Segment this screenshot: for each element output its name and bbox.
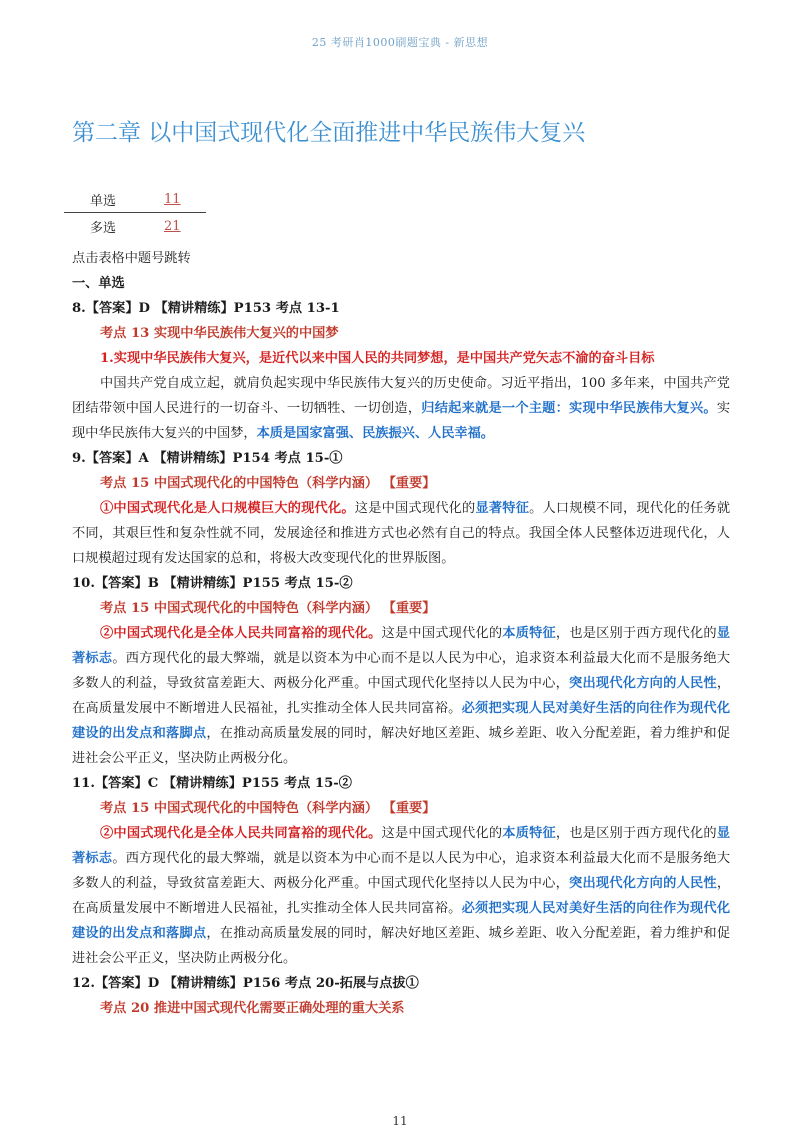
question-index-table [64,186,206,239]
text: 。西方现代化的最大弊端，就是以资本为中心而不是以人民为中心，追求资本利益最大化而不是服务绝大多数人的利益，导致贫富差距大、两极分化严重。中国式现代化坚持以人民为中心， [72,651,731,691]
toc-row-multi [64,213,206,239]
text: ，在高质量发展中不断增进人民福祉，扎实推动全体人民共同富裕。 [72,876,731,916]
topic-heading: 考点 20 推进中国式现代化需要正确处理的重大关系 [100,1001,405,1016]
answer-header-q9: 9.【答案】A 【精讲精练】P154 考点 15-① [72,451,343,466]
toc-label: 多选 [90,220,117,236]
toc-link-multi[interactable]: 21 [164,218,181,234]
text: ，也是区别于西方现代化的 [555,626,717,641]
answer-header-q11: 11.【答案】C 【精讲精练】P155 考点 15-② [72,776,352,791]
toc-label: 单选 [90,193,117,209]
topic-heading: 考点 15 中国式现代化的中国特色（科学内涵） 【重要】 [100,601,436,616]
highlight-blue: 本质是国家富强、民族振兴、人民幸福。 [256,426,494,441]
page-header: 25 考研肖1000刷题宝典 - 新思想 [311,36,489,49]
chapter-title: 第二章 以中国式现代化全面推进中华民族伟大复兴 [72,120,586,146]
answer-header-q10: 10.【答案】B 【精讲精练】P155 考点 15-② [72,576,353,591]
toc-hint: 点击表格中题号跳转 [72,251,191,266]
topic-heading: 考点 15 中国式现代化的中国特色（科学内涵） 【重要】 [100,801,436,816]
highlight-blue: 必须把实现人民对美好生活的向往作为现代化建设的出发点和落脚点 [72,901,731,941]
highlight-blue: 本质特征 [502,826,556,841]
text: ，在高质量发展中不断增进人民福祉，扎实推动全体人民共同富裕。 [72,676,731,716]
key-point [72,346,730,371]
explanation-paragraph [72,496,730,571]
text: 这是中国式现代化的 [381,626,503,641]
section-heading: 一、单选 [72,276,125,291]
explanation-paragraph [72,821,730,971]
highlight-blue: 归结起来就是一个主题：实现中华民族伟大复兴。 [421,401,717,416]
text: 。西方现代化的最大弊端，就是以资本为中心而不是以人民为中心，追求资本利益最大化而不是服务绝大多数人的利益，导致贫富差距大、两极分化严重。中国式现代化坚持以人民为中心， [72,851,731,891]
highlight-blue: 必须把实现人民对美好生活的向往作为现代化建设的出发点和落脚点 [72,701,731,741]
text: 。人口规模不同，现代化的任务就不同，其艰巨性和复杂性就不同，发展途径和推进方式也必然有自己的特点。我国全体人民整体迈进现代化，人口规模超过现有发达国家的总和，将极大改变现代化的世界版图。 [72,501,731,566]
explanation-paragraph [72,371,730,446]
text: 这是中国式现代化的 [381,826,503,841]
text: ，在推动高质量发展的同时，解决好地区差距、城乡差距、收入分配差距，着力维护和促进社会公平正义，坚决防止两极分化。 [72,926,731,966]
highlight-blue: 本质特征 [502,626,556,641]
highlight-blue: 显著标志 [72,626,731,666]
text: 这是中国式现代化的 [354,501,476,516]
answer-header-q12: 12.【答案】D 【精讲精练】P156 考点 20-拓展与点拔① [72,976,419,991]
explanation-paragraph [72,621,730,771]
highlight-blue: 显著标志 [72,826,731,866]
text: 中国共产党自成立起，就肩负起实现中华民族伟大复兴的历史使命。习近平指出，100 多年来，中国共产党团结带领中国人民进行的一切奋斗、一切牺牲、一切创造， [72,376,730,416]
answer-header-q8: 8.【答案】D 【精讲精练】P153 考点 13-1 [72,301,340,316]
toc-row-single [64,186,206,213]
topic-heading: 考点 13 实现中华民族伟大复兴的中国梦 [100,326,339,341]
text: ，也是区别于西方现代化的 [555,826,717,841]
topic-heading: 考点 15 中国式现代化的中国特色（科学内涵） 【重要】 [100,476,436,491]
highlight-blue: 突出现代化方向的人民性 [569,676,717,691]
highlight-blue: 显著特征 [475,501,530,516]
highlight-red: ①中国式现代化是人口规模巨大的现代化。 [100,501,355,516]
text: ，在推动高质量发展的同时，解决好地区差距、城乡差距、收入分配差距，着力维护和促进社会公平正义，坚决防止两极分化。 [72,726,731,766]
highlight-blue: 突出现代化方向的人民性 [569,876,717,891]
highlight-red: 1.实现中华民族伟大复兴，是近代以来中国人民的共同梦想，是中国共产党矢志不渝的奋斗目标 [100,351,655,366]
page-number: 11 [392,1114,408,1128]
text: 实现中华民族伟大复兴的中国梦， [72,401,731,441]
highlight-red: ②中国式现代化是全体人民共同富裕的现代化。 [100,826,382,841]
highlight-red: ②中国式现代化是全体人民共同富裕的现代化。 [100,626,382,641]
toc-link-single[interactable]: 11 [164,191,181,207]
answer-content [72,246,730,1021]
